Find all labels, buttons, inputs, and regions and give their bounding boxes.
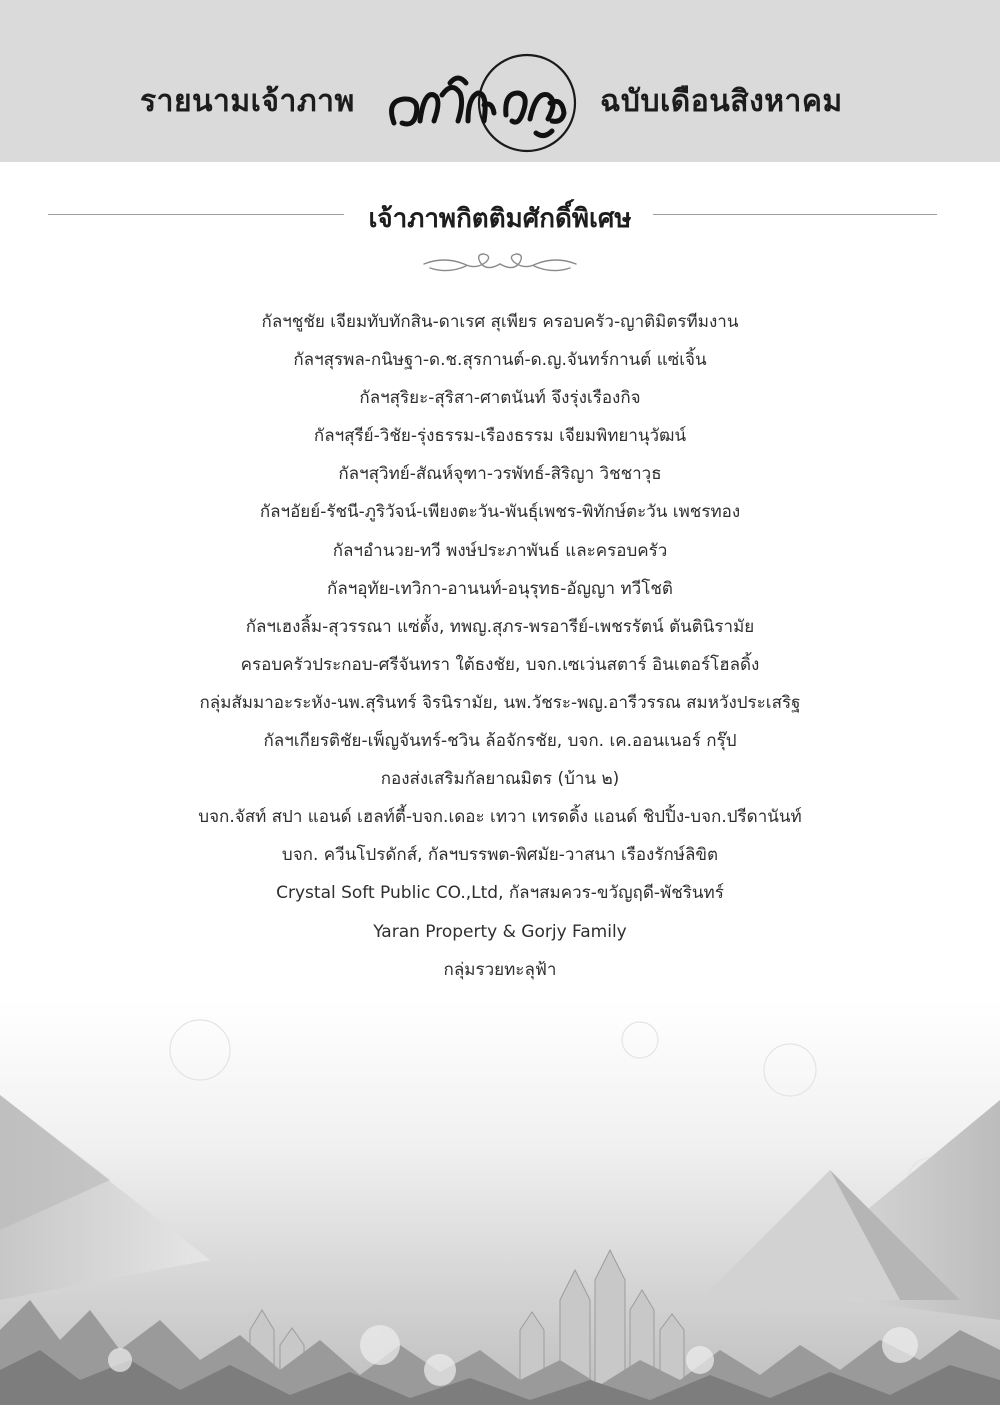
list-item: กัลฯอำนวย-ทวี พงษ์ประภาพันธ์ และครอบครัว bbox=[332, 540, 668, 561]
list-item: Crystal Soft Public CO.,Ltd, กัลฯสมควร-ขวัญฤดี-พัชรินทร์ bbox=[276, 883, 724, 904]
list-item: กองส่งเสริมกัลยาณมิตร (บ้าน ๒) bbox=[380, 769, 620, 790]
sponsor-name-list bbox=[0, 303, 1000, 989]
list-item: กัลฯสุรีย์-วิชัย-รุ่งธรรม-เรืองธรรม เจียมพิทยานุวัฒน์ bbox=[313, 426, 687, 447]
logo-icon bbox=[380, 45, 590, 157]
title-rule-right bbox=[653, 214, 937, 215]
list-item: กัลฯชูชัย เจียมทับทักสิน-ดาเรศ สุเพียร ครอบครัว-ญาติมิตรทีมงาน bbox=[261, 312, 739, 332]
logo-text: อยู่ใน บุญ bbox=[480, 75, 485, 76]
list-item: บจก.จัสท์ สปา แอนด์ เฮลท์ตี้-บจก.เดอะ เทวา เทรดดิ้ง แอนด์ ชิปปิ้ง-บจก.ปรีดานันท์ bbox=[198, 807, 802, 828]
header-right-text: ฉบับเดือนสิงหาคม bbox=[600, 84, 843, 119]
list-item: กัลฯเกียรติชัย-เพ็ญจันทร์-ชวิน ล้อจักรชัย, บจก. เค.ออนเนอร์ กรุ๊ป bbox=[263, 731, 737, 752]
list-item: ครอบครัวประกอบ-ศรีจันทรา ใต้ธงชัย, บจก.เซเว่นสตาร์ อินเตอร์โฮลดิ้ง bbox=[240, 654, 760, 675]
list-item: กัลฯสุริยะ-สุริสา-ศาตนันท์ จึงรุ่งเรืองกิจ bbox=[359, 388, 641, 409]
list-item: กัลฯอัยย์-รัชนี-ภูริวัจน์-เพียงตะวัน-พันธุ์เพชร-พิทักษ์ตะวัน เพชรทอง bbox=[259, 502, 741, 523]
list-item: กลุ่มรวยทะลุฟ้า bbox=[443, 959, 557, 980]
list-item: กัลฯสุวิทย์-สัณห์จุฑา-วรพัทธ์-สิริญา วิชชาวุธ bbox=[338, 464, 662, 485]
list-item: Yaran Property & Gorjy Family bbox=[373, 921, 627, 942]
header-banner bbox=[0, 0, 1000, 162]
list-item: กัลฯอุทัย-เทวิกา-อานนท์-อนุรุทธ-อัญญา ทวีโชติ bbox=[327, 578, 673, 599]
ornament-flourish-icon bbox=[420, 250, 580, 276]
list-item: กลุ่มสัมมาอะระหัง-นพ.สุรินทร์ จิรนิรามัย, นพ.วัชระ-พญ.อารีวรรณ สมหวังประเสริฐ bbox=[199, 692, 801, 713]
list-item: กัลฯสุรพล-กนิษฐา-ด.ช.สุรกานต์-ด.ญ.จันทร์กานต์ แซ่เจิ้น bbox=[293, 350, 707, 371]
list-item: บจก. ควีนโปรดักส์, กัลฯบรรพต-พิศมัย-วาสนา เรืองรักษ์ลิขิต bbox=[281, 845, 719, 866]
list-item: กัลฯเฮงลิ้ม-สุวรรณา แซ่ตั้ง, ทพญ.สุภร-พรอารีย์-เพชรรัตน์ ตันตินิรามัย bbox=[245, 616, 755, 637]
crystal-landscape-background bbox=[0, 1000, 1000, 1405]
header-left-text: รายนามเจ้าภาพ bbox=[140, 84, 355, 119]
section-title: เจ้าภาพกิตติมศักดิ์พิเศษ bbox=[368, 204, 632, 234]
